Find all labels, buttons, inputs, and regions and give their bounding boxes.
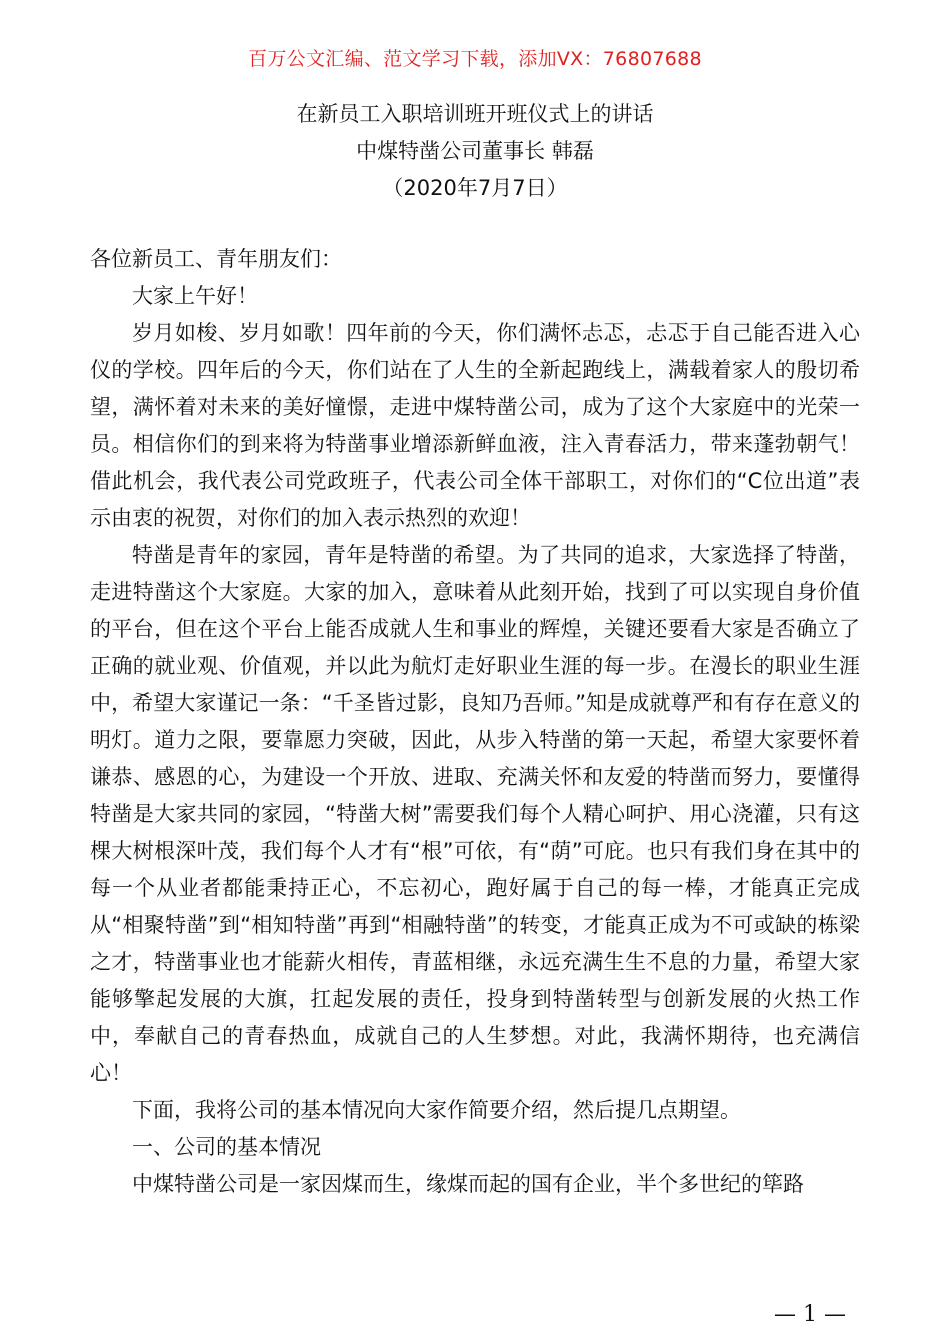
page-number: — 1 — bbox=[774, 1302, 846, 1327]
greeting: 大家上午好！ bbox=[132, 284, 258, 308]
speech-title: 在新员工入职培训班开班仪式上的讲话 bbox=[296, 102, 654, 126]
watermark-banner: 百万公文汇编、范文学习下载，添加VX：76807688 bbox=[248, 48, 702, 70]
salutation: 各位新员工、青年朋友们： bbox=[90, 247, 342, 271]
paragraph: 特凿是青年的家园，青年是特凿的希望。为了共同的追求，大家选择了特凿，走进特凿这个大家庭。大家的加入，意味着从此刻开始，找到了可以实现自身价值的平台，但在这个平台上能否成就人生和事业的辉煌，关键还要看大家是否确立了正确的就业观、价值观，并以此为航灯走好职业生涯的每一步。在漫长的职业生涯中，希望大家谨记一条：“千圣皆过影，良知乃吾师。”知是成就尊严和有存在意义的明灯。道力之限，要靠愿力突破，因此，从步入特凿的第一天起，希望大家要怀着谦恭、感恩的心，为建设一个开放、进取、充满关怀和友爱的特凿而努力，要懂得特凿是大家共同的家园，“特凿大树”需要我们每个人精心呵护、用心浇灌，只有这棵大树根深叶茂，我们每个人才有“根”可依，有“荫”可庇。也只有我们身在其中的每一个从业者都能秉持正心，不忘初心，跑好属于自己的每一棒，才能真正完成从“相聚特凿”到“相知特凿”再到“相融特凿”的转变，才能真正成为不可或缺的栋梁之才，特凿事业也才能薪火相传，青蓝相继，永远充满生生不息的力量，希望大家能够擎起发展的大旗，扛起发展的责任，投身到特凿转型与创新发展的火热工作中，奉献自己的青春热血，成就自己的人生梦想。对此，我满怀期待，也充满信心！ bbox=[90, 543, 860, 1085]
document-header bbox=[0, 96, 950, 207]
speech-body bbox=[90, 241, 860, 1203]
paragraph: 下面，我将公司的基本情况向大家作简要介绍，然后提几点期望。 bbox=[132, 1098, 741, 1122]
paragraph: 岁月如梭、岁月如歌！四年前的今天，你们满怀忐忑，忐忑于自己能否进入心仪的学校。四年后的今天，你们站在了人生的全新起跑线上，满载着家人的殷切希望，满怀着对未来的美好憧憬，走进中煤特凿公司，成为了这个大家庭中的光荣一员。相信你们的到来将为特凿事业增添新鲜血液，注入青春活力，带来蓬勃朝气！借此机会，我代表公司党政班子，代表公司全体干部职工，对你们的“C位出道”表示由衷的祝贺，对你们的加入表示热烈的欢迎！ bbox=[90, 321, 860, 530]
speech-date: （2020年7月7日） bbox=[382, 176, 568, 200]
section-heading: 一、公司的基本情况 bbox=[132, 1135, 321, 1159]
speaker-line: 中煤特凿公司董事长 韩磊 bbox=[356, 139, 594, 163]
paragraph: 中煤特凿公司是一家因煤而生，缘煤而起的国有企业，半个多世纪的筚路 bbox=[132, 1172, 804, 1196]
